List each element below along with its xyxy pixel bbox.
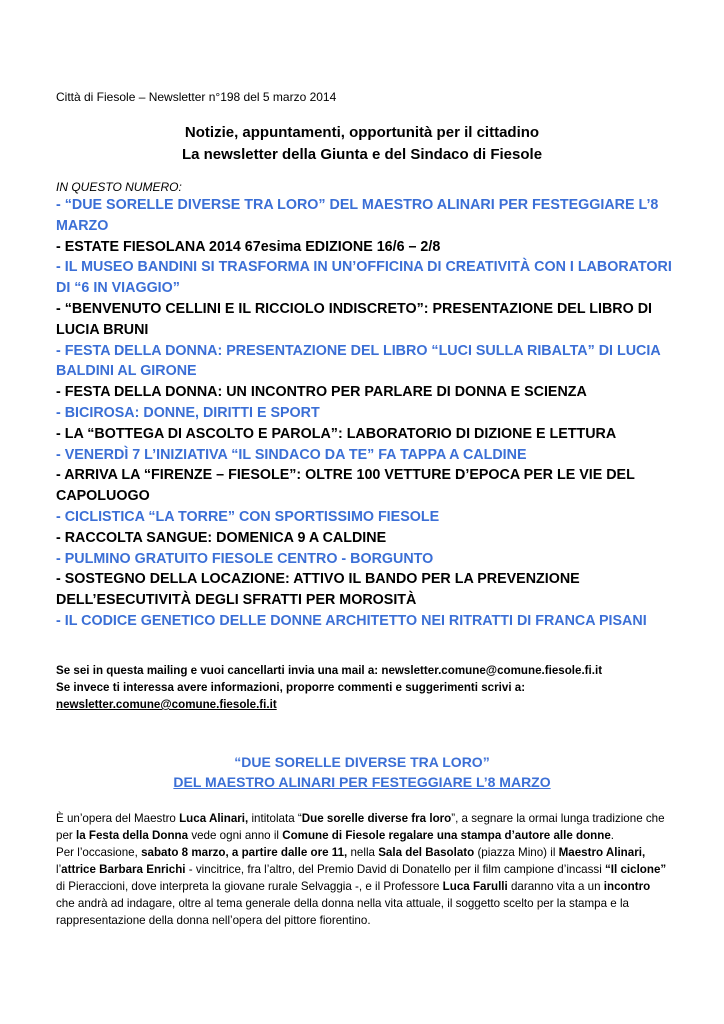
toc-label: IN QUESTO NUMERO: bbox=[56, 180, 182, 194]
article-title-line-2[interactable]: DEL MAESTRO ALINARI PER FESTEGGIARE L’8 MARZO bbox=[173, 774, 551, 790]
article-paragraph-2 bbox=[56, 844, 672, 929]
toc-item[interactable]: - IL CODICE GENETICO DELLE DONNE ARCHITETTO NEI RITRATTI DI FRANCA PISANI bbox=[56, 612, 647, 629]
info-text: Se invece ti interessa avere informazioni, proporre commenti e suggerimenti scrivi a: bbox=[56, 681, 526, 694]
title-line-2: La newsletter della Giunta e del Sindaco di Fiesole bbox=[181, 146, 543, 163]
bold-text-run: Comune di Fiesole regalare una stampa d’autore alle donne bbox=[282, 829, 611, 842]
text-run: ”, a segnare la ormai lunga tradizione che per bbox=[56, 812, 665, 842]
bold-text-run: Maestro Alinari, bbox=[558, 846, 646, 859]
bold-text-run: sabato 8 marzo, a partire dalle ore 11, bbox=[141, 846, 348, 859]
bold-text-run: Luca Alinari, bbox=[179, 812, 249, 825]
toc-item[interactable]: - BICIROSA: DONNE, DIRITTI E SPORT bbox=[56, 404, 320, 421]
article-title-line-1: “DUE SORELLE DIVERSE TRA LORO” bbox=[234, 754, 490, 770]
bold-text-run: Due sorelle diverse fra loro bbox=[301, 812, 452, 825]
toc-item[interactable]: - CICLISTICA “LA TORRE” CON SPORTISSIMO FIESOLE bbox=[56, 508, 440, 525]
text-run: - vincitrice, fra l’altro, del Premio David di Donatello per il film campione d’incassi bbox=[185, 863, 605, 876]
text-run: l’ bbox=[56, 863, 62, 876]
toc-item[interactable]: - IL MUSEO BANDINI SI TRASFORMA IN UN’OFFICINA DI CREATIVITÀ CON I LABORATORI DI “6 IN VIAGGIO” bbox=[56, 259, 672, 297]
toc-item: - RACCOLTA SANGUE: DOMENICA 9 A CALDINE bbox=[56, 529, 387, 546]
bold-text-run: Sala del Basolato bbox=[378, 846, 475, 859]
bold-text-run: attrice Barbara Enrichi bbox=[61, 863, 186, 876]
text-run: È un’opera del Maestro bbox=[56, 812, 180, 825]
table-of-contents bbox=[56, 195, 676, 632]
text-run: intitolata “ bbox=[248, 812, 302, 825]
toc-item[interactable]: - “DUE SORELLE DIVERSE TRA LORO” DEL MAESTRO ALINARI PER FESTEGGIARE L’8 MARZO bbox=[56, 197, 659, 234]
toc-item: - FESTA DELLA DONNA: UN INCONTRO PER PARLARE DI DONNA E SCIENZA bbox=[56, 384, 587, 401]
article-title bbox=[0, 752, 724, 792]
text-run: daranno vita a un bbox=[507, 880, 604, 893]
toc-item[interactable]: - FESTA DELLA DONNA: PRESENTAZIONE DEL LIBRO “LUCI SULLA RIBALTA” DI LUCIA BALDINI AL GIRONE bbox=[56, 342, 661, 380]
article-paragraph-1 bbox=[56, 810, 672, 844]
title-line-1: Notizie, appuntamenti, opportunità per il cittadino bbox=[184, 124, 540, 141]
page-title bbox=[0, 122, 724, 166]
bold-text-run: Luca Farulli bbox=[442, 880, 508, 893]
article-body bbox=[56, 810, 672, 929]
mailing-info bbox=[56, 662, 676, 713]
text-run: . bbox=[610, 829, 615, 842]
toc-item[interactable]: - PULMINO GRATUITO FIESOLE CENTRO - BORGUNTO bbox=[56, 550, 434, 567]
unsubscribe-text: Se sei in questa mailing e vuoi cancellarti invia una mail a: newsletter.comune@comune.fiesole.fi.it bbox=[56, 664, 603, 677]
bold-text-run: la Festa della Donna bbox=[75, 829, 189, 842]
toc-item: - SOSTEGNO DELLA LOCAZIONE: ATTIVO IL BANDO PER LA PREVENZIONE DELL’ESECUTIVITÀ DEGLI SFRATTI PER MOROSITÀ bbox=[56, 571, 580, 609]
text-run: Per l’occasione, bbox=[56, 846, 142, 859]
text-run: (piazza Mino) il bbox=[474, 846, 559, 859]
toc-item: - “BENVENUTO CELLINI E IL RICCIOLO INDISCRETO”: PRESENTAZIONE DEL LIBRO DI LUCIA BRUNI bbox=[56, 300, 653, 338]
toc-item: - LA “BOTTEGA DI ASCOLTO E PAROLA”: LABORATORIO DI DIZIONE E LETTURA bbox=[56, 425, 617, 442]
toc-item: - ARRIVA LA “FIRENZE – FIESOLE”: OLTRE 100 VETTURE D’EPOCA PER LE VIE DEL CAPOLUOGO bbox=[56, 467, 635, 505]
text-run: vede ogni anno il bbox=[188, 829, 283, 842]
text-run: nella bbox=[347, 846, 379, 859]
bold-text-run: incontro bbox=[603, 880, 651, 893]
email-link[interactable]: newsletter.comune@comune.fiesole.fi.it bbox=[56, 698, 277, 711]
bold-text-run: “Il ciclone” bbox=[605, 863, 667, 876]
text-run: che andrà ad indagare, oltre al tema generale della donna nella vita attuale, il soggetto scelto per la stampa e la rappresentazione della donna nell’opera del pittore fiorentino. bbox=[56, 897, 629, 927]
toc-item[interactable]: - VENERDÌ 7 L’INIZIATIVA “IL SINDACO DA TE” FA TAPPA A CALDINE bbox=[56, 446, 527, 463]
toc-item: - ESTATE FIESOLANA 2014 67esima EDIZIONE 16/6 – 2/8 bbox=[56, 238, 441, 255]
newsletter-header: Città di Fiesole – Newsletter n°198 del 5 marzo 2014 bbox=[56, 90, 337, 104]
text-run: di Pieraccioni, dove interpreta la giovane rurale Selvaggia -, e il Professore bbox=[56, 880, 443, 893]
